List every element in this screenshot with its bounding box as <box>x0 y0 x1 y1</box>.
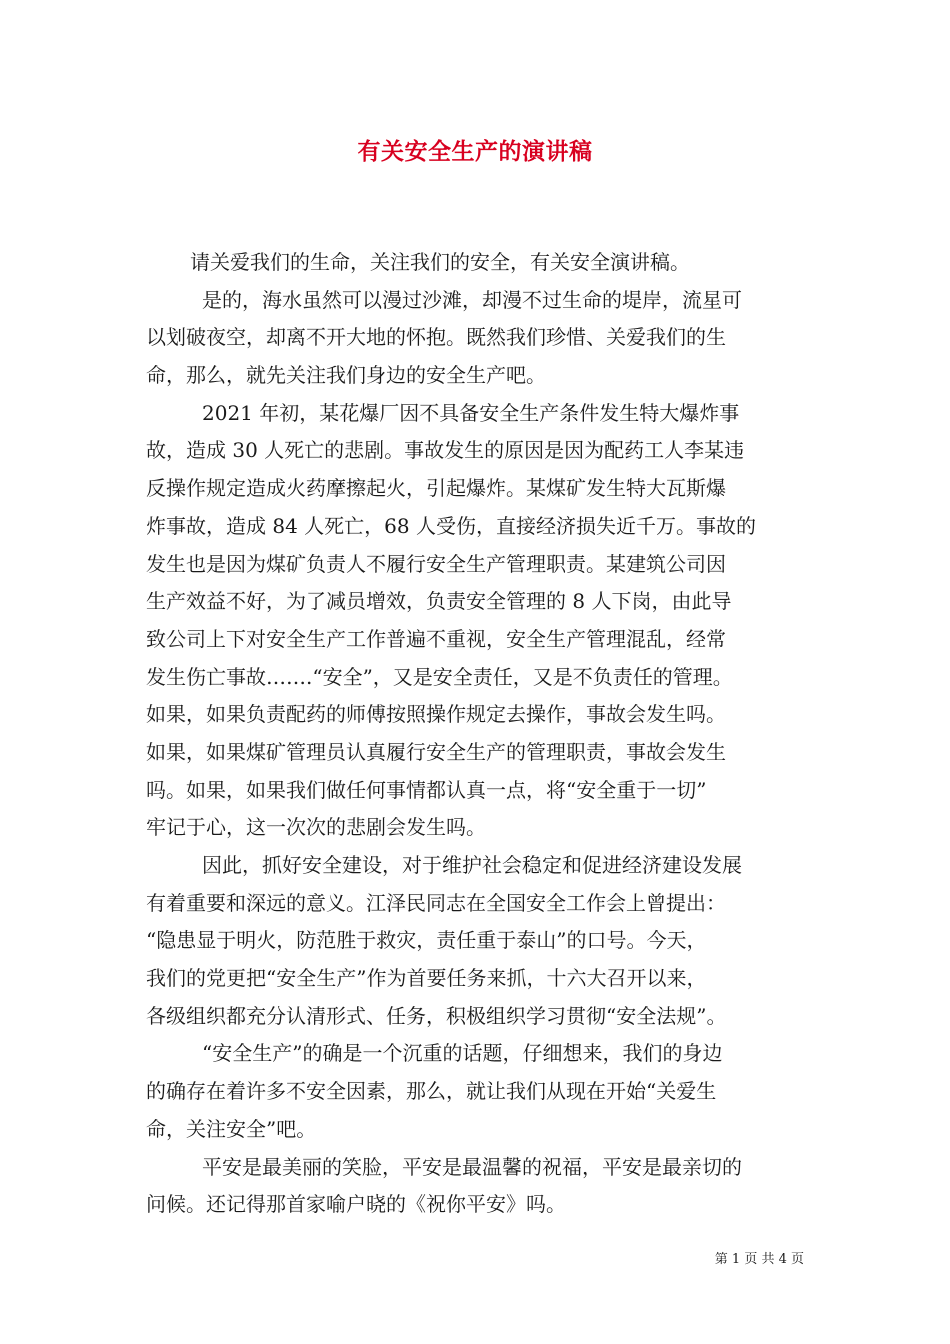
paragraph-line: 有着重要和深远的意义。江泽民同志在全国安全工作会上曾提出： <box>146 890 726 915</box>
paragraph-line: 是的，海水虽然可以漫过沙滩，却漫不过生命的堤岸，流星可 <box>202 287 742 312</box>
paragraph-line: 请关爱我们的生命，关注我们的安全，有关安全演讲稿。 <box>190 250 690 274</box>
paragraph-line: 我们的党更把“安全生产”作为首要任务来抓，十六大召开以来， <box>146 966 707 991</box>
paragraph-line: 的确存在着许多不安全因素，那么，就让我们从现在开始“关爱生 <box>146 1079 717 1104</box>
paragraph-line: “安全生产”的确是一个沉重的话题，仔细想来，我们的身边 <box>202 1041 723 1066</box>
paragraph-line: 如果，如果煤矿管理员认真履行安全生产的管理职责，事故会发生 <box>146 739 726 764</box>
paragraph-line: 牢记于心，这一次次的悲剧会发生吗。 <box>146 815 486 840</box>
paragraph-line: 吗。如果，如果我们做任何事情都认真一点，将“安全重于一切” <box>146 777 707 802</box>
paragraph-line: 2021 年初，某花爆厂因不具备安全生产条件发生特大爆炸事 <box>202 400 740 425</box>
document-title: 有关安全生产的演讲稿 <box>357 138 593 165</box>
paragraph-line: 平安是最美丽的笑脸，平安是最温馨的祝福，平安是最亲切的 <box>202 1154 742 1179</box>
paragraph-line: 各级组织都充分认清形式、任务，积极组织学习贯彻“安全法规”。 <box>146 1003 727 1028</box>
paragraph-line: 生产效益不好，为了减员增效，负责安全管理的 8 人下岗，由此导 <box>146 589 732 614</box>
page-number: 第 1 页 共 4 页 <box>714 1252 804 1267</box>
paragraph-line: 发生伤亡事故…….“安全”，又是安全责任，又是不负责任的管理。 <box>146 664 733 689</box>
paragraph-line: “隐患显于明火，防范胜于救灾，责任重于泰山”的口号。今天， <box>146 928 707 953</box>
paragraph-line: 命，关注安全”吧。 <box>146 1116 317 1141</box>
paragraph-line: 以划破夜空，却离不开大地的怀抱。既然我们珍惜、关爱我们的生 <box>146 325 726 350</box>
paragraph-line: 炸事故，造成 84 人死亡，68 人受伤，直接经济损失近千万。事故的 <box>146 513 756 538</box>
paragraph-line: 问候。还记得那首家喻户晓的《祝你平安》吗。 <box>146 1192 566 1217</box>
paragraph-line: 故，造成 30 人死亡的悲剧。事故发生的原因是因为配药工人李某违 <box>146 438 745 463</box>
paragraph-line: 因此，抓好安全建设，对于维护社会稳定和促进经济建设发展 <box>202 853 742 877</box>
paragraph-line: 反操作规定造成火药摩擦起火，引起爆炸。某煤矿发生特大瓦斯爆 <box>146 476 726 501</box>
paragraph-line: 命，那么，就先关注我们身边的安全生产吧。 <box>146 363 546 388</box>
paragraph-line: 发生也是因为煤矿负责人不履行安全生产管理职责。某建筑公司因 <box>146 551 726 576</box>
document-body <box>146 244 808 1224</box>
paragraph-line: 如果，如果负责配药的师傅按照操作规定去操作，事故会发生吗。 <box>146 702 726 727</box>
paragraph-line: 致公司上下对安全生产工作普遍不重视，安全生产管理混乱，经常 <box>146 626 726 651</box>
